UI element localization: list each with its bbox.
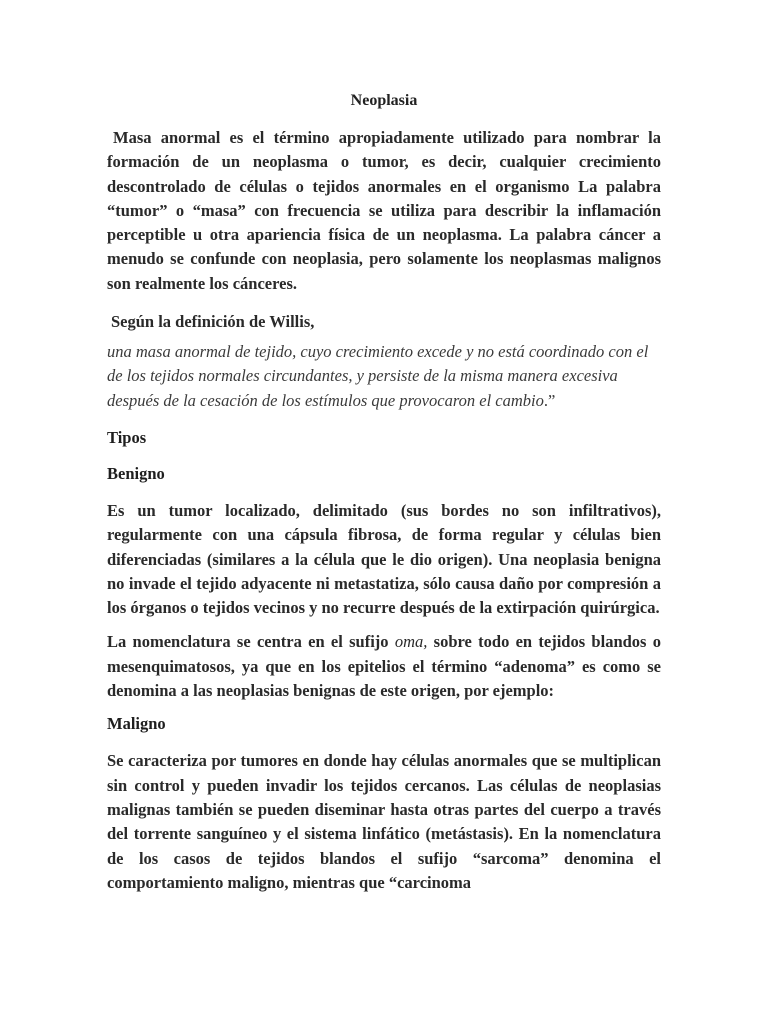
document-page <box>107 90 661 909</box>
tipos-heading: Tipos <box>107 427 147 447</box>
intro-paragraph: Masa anormal es el término apropiadamente utilizado para nombrar la formación de un neoplasma o tumor, es decir, cualquier crecimiento descontrolado de células o tejidos anormales en el organismo La palabra “tumor” o “masa” con frecuencia se utiliza para describir la inflamación perceptible u otra apariencia física de un neoplasma. La palabra cáncer a menudo se confunde con neoplasia, pero solamente los neoplasmas malignos son realmente los cánceres. <box>107 128 661 293</box>
nomenclatura-text-after: sobre todo en tejidos blandos o mesenquimatosos, ya que en los epitelios el término “adenoma” es como se denomina a las neoplasias benignas de este origen, por ejemplo: <box>107 632 662 701</box>
willis-quote-text: una masa anormal de tejido, cuyo crecimiento excede y no está coordinado con el de los tejidos normales circundantes, y persiste de la misma manera excesiva después de la cesación de los estímulos que provocaron el cambio <box>107 342 649 410</box>
benigno-paragraph: Es un tumor localizado, delimitado (sus bordes no son infiltrativos), regularmente con una cápsula fibrosa, de forma regular y células bien diferenciadas (similares a la célula que le dio origen). Una neoplasia benigna no invade el tejido adyacente ni metastatiza, sólo causa daño por compresión a los órganos o tejidos vecinos y no recurre después de la extirpación quirúrgica. <box>107 500 661 618</box>
maligno-paragraph: Se caracteriza por tumores en donde hay células anormales que se multiplican sin control y pueden invadir los tejidos cercanos. Las células de neoplasias malignas también se pueden diseminar hasta otras partes del cuerpo a través del torrente sanguíneo y el sistema linfático (metástasis). En la nomenclatura de los casos de tejidos blandos el sufijo “sarcoma” denomina el comportamiento maligno, mientras que “carcinoma <box>107 751 661 892</box>
willis-quote-end: .” <box>543 390 556 410</box>
nomenclatura-paragraph <box>107 630 661 703</box>
benigno-heading: Benigno <box>107 463 165 483</box>
suffix-term: oma, <box>394 632 428 652</box>
willis-lead: Según la definición de Willis, <box>111 312 315 332</box>
nomenclatura-text-before: La nomenclatura se centra en el sufijo <box>107 632 395 652</box>
document-title: Neoplasia <box>350 92 418 109</box>
willis-quote <box>107 340 661 413</box>
maligno-heading: Maligno <box>107 714 166 734</box>
